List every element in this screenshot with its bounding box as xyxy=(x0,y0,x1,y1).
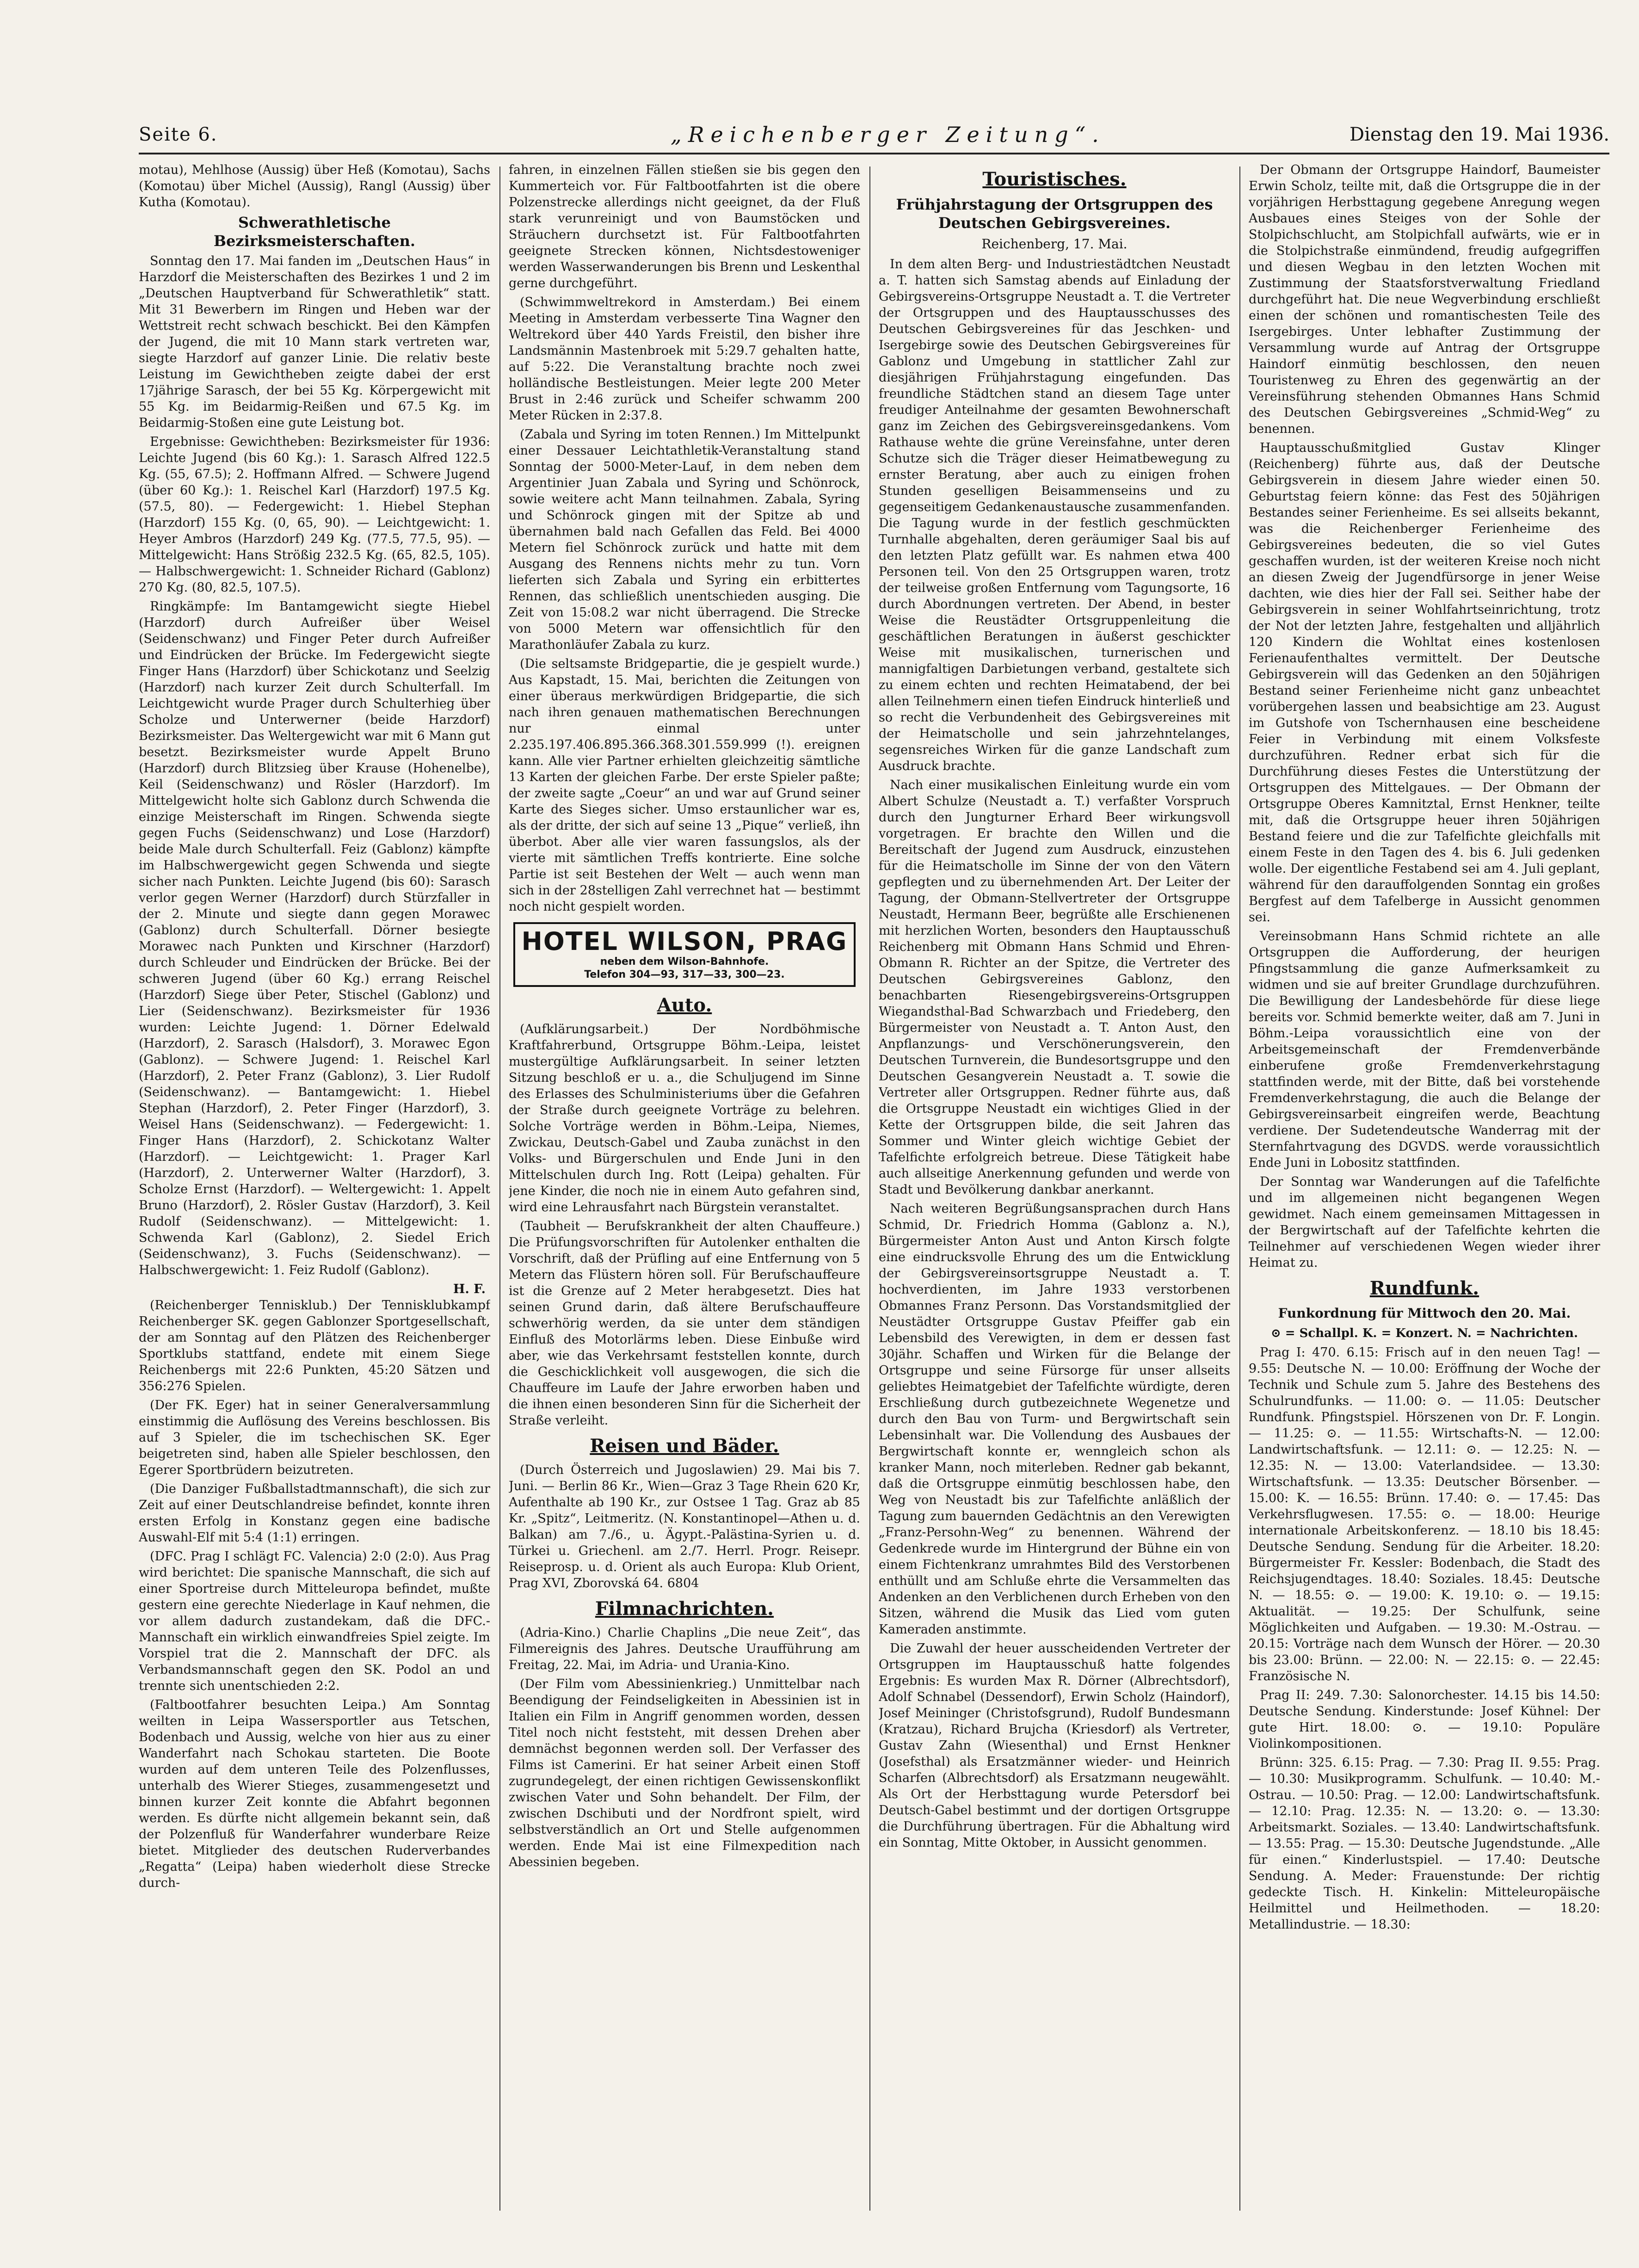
ad-subline: neben dem Wilson-Bahnhofe. xyxy=(600,956,769,968)
paragraph: (Faltbootfahrer besuchten Leipa.) Am Sonntag weilten in Leipa Wassersportler aus Tetschen, Bodenbach und Aussig, welche von hier aus zu einer Wanderfahrt nach Schokau starteten. Die Boote wurden auf dem unteren Teile des Polzenflusses, unterhalb des Wierer Stieges, zusammengesetzt und binnen kurzer Zeit konnte die Abfahrt begonnen werden. Es dürfte nicht allgemein bekannt sein, daß der Polzenfluß für Wanderfahrer wunderbare Reize bietet. Mitglieder des deutschen Ruderverbandes „Regatta“ (Leipa) haben wiederholt diese Strecke durch- xyxy=(139,1698,490,1890)
paragraph: Vereinsobmann Hans Schmid richtete an alle Ortsgruppen die Aufforderung, der heurigen Pfingstsammlung die ganze Aufmerksamkeit zu widmen und sie auf breiter Grundlage durchzuführen. Die Bewilligung der Landesbehörde für diese liege bereits vor. Schmid bemerkte weiter, daß am 7. Juni in Böhm.-Leipa voraussichtlich eine von der Arbeitsgemeinschaft der Fremdenverbände einberufene große Fremdenverkehrstagung stattfinden werde, mit der Bitte, daß bei vorstehende Fremdenverkehrstagung, die auch die Belange der Gebirgsvereinsarbeit eingreifen werde, Beachtung verdiene. Der Sudetendeutsche Wanderrag mit der Sternfahrtvagung des DGVDS. werde voraussichtlich Ende Juni in Lobositz stattfinden. xyxy=(1249,929,1600,1170)
radio-legend: ⊙ = Schallpl. K. = Konzert. N. = Nachrichten. xyxy=(1270,1326,1578,1340)
paragraph: (Die seltsamste Bridgepartie, die je gespielt wurde.) Aus Kapstadt, 15. Mai, berichten die Zeitungen von einer überaus merkwürdigen Bridgepartie, die sich nach ihren genauen mathematischen Berechnungen nur einmal unter 2.235.197.406.895.366.368.301.559.999 (!). ereignen kann. Alle vier Partner erhielten gleichzeitig sämtliche 13 Karten der gleichen Farbe. Der erste Spieler paßte; der zweite sagte „Coeur“ an und war auf Grund seiner Karte des Sieges sicher. Umso erstaunlicher war es, als der dritte, der sich auf seine 13 „Pique“ verließ, ihn überbot. Aber alle vier waren fassungslos, als der vierte mit sämtlichen Treffs kontrierte. Eine solche Partie ist seit Bestehen der Welt — auch wenn man sich in der 28stelligen Zahl verrechnet hat — bestimmt noch nicht gespielt worden. xyxy=(509,657,860,914)
subheading-tourism: Frühjahrstagung der Ortsgruppen des Deutschen Gebirgsvereines. xyxy=(896,196,1213,232)
hotel-advertisement xyxy=(513,922,856,987)
column-2 xyxy=(509,162,860,2225)
column-4 xyxy=(1249,162,1600,2225)
paragraph: (Taubheit — Berufskrankheit der alten Chauffeure.) Die Prüfungsvorschriften für Autolenker enthalten die Vorschrift, daß der Prüfling auf eine Entfernung von 5 Metern das Flüstern hören soll. Für Berufschauffeure ist die Grenze auf 2 Meter herabgesetzt. Dies hat seinen Grund darin, daß ältere Berufschauffeure schwerhörig werden, da sie unter dem ständigen Einfluß des Motorlärms leben. Diese Einbuße wird aber, wie das Verkehrsamt feststellen konnte, durch die Geschicklichkeit voll ausgewogen, die sich die Chauffeure im Laufe der Jahre erworben haben und die ihnen einen besonderen Sinn für die Sicherheit der Straße verleiht. xyxy=(509,1219,860,1428)
heading-wrestling: Schwerathletische Bezirksmeisterschaften. xyxy=(214,214,415,250)
column-3 xyxy=(879,162,1230,2225)
paragraph: (Reichenberger Tennisklub.) Der Tennisklubkampf Reichenberger SK. gegen Gablonzer Sportgesellschaft, der am Sonntag auf den Plätzen des Reichenberger Sportklubs stattfand, endete mit einem Siege Reichenbergs mit 22:6 Punkten, 45:20 Sätzen und 356:276 Spielen. xyxy=(139,1298,490,1393)
ad-phone: Telefon 304—93, 317—33, 300—23. xyxy=(584,969,785,980)
paragraph: (Durch Österreich und Jugoslawien) 29. Mai bis 7. Juni. — Berlin 86 Kr., Wien—Graz 3 Tage Rhein 620 Kr, Aufenthalte ab 190 Kr., zur Ostsee 1 Tag. Graz ab 85 Kr. „Spitz“, Leitmeritz. (N. Konstantinopel—Athen u. d. Balkan) am 7./6., u. Ägypt.-Palästina-Syrien u. d. Türkei u. Griechenl. am 2./7. Herrl. Progr. Reisepr. Reiseprosp. u. d. Orient als auch Europa: Klub Orient, Prag XVI, Zborovská 64. 6804 xyxy=(509,1463,860,1590)
heading-radio: Rundfunk. xyxy=(1369,1277,1479,1299)
article-continuation: motau), Mehlhose (Aussig) über Heß (Komotau), Sachs (Komotau) über Michel (Aussig), Rangl (Aussig) über Kutha (Komotau). xyxy=(139,163,490,210)
paragraph: Der Obmann der Ortsgruppe Haindorf, Baumeister Erwin Scholz, teilte mit, daß die Ortsgruppe die in der vorjährigen Herbsttagung gegebene Anregung wegen Ausbaues eines Steiges von der Sohle der Stolpichschlucht, am Stolpichfall aufwärts, wie er in die Stolpichstraße einmündend, freudig aufgegriffen und diesen Wegbau in den letzten Wochen mit Zustimmung der Staatsforstverwaltung Friedland durchgeführt hat. Die neue Wegverbindung erschließt einen der schönen und romantischesten Teile des Isergebirges. Unter lebhafter Zustimmung der Versammlung wurde auf Antrag der Ortsgruppe Haindorf einmütig beschlossen, den neuen Touristenweg zu Ehren des gegenwärtig an der Vereinsführung stehenden Obmannes Hans Schmid des Deutschen Gebirgsvereines „Schmid-Weg“ zu benennen. xyxy=(1249,163,1600,436)
issue-date: Dienstag den 19. Mai 1936. xyxy=(1349,124,1609,145)
paragraph: Ringkämpfe: Im Bantamgewicht siegte Hiebel (Harzdorf) durch Aufreißer über Weisel (Seidenschwanz) und Finger Peter durch Aufreißer und Eindrücken der Brücke. Im Federgewicht siegte Finger Hans (Harzdorf) über Schickotanz und Seelzig (Harzdorf) nach kurzer Zeit durch Schulterfall. Im Leichtgewicht wurde Prager durch Schulterhieg über Scholze und Unterwerner (beide Harzdorf) Bezirksmeister. Das Weltergewicht war mit 6 Mann gut besetzt. Bezirksmeister wurde Appelt Bruno (Harzdorf) durch Blitzsieg über Krause (Hohenelbe), Keil (Seidenschwanz) und Rösler (Harzdorf). Im Mittelgewicht holte sich Gablonz durch Schwenda die einzige Meisterschaft im Ringen. Schwenda siegte gegen Fuchs (Seidenschwanz) und Lose (Harzdorf) beide Male durch Schulterfall. Feiz (Gablonz) kämpfte im Halbschwergewicht gegen Schwenda und siegte sicher nach Punkten. Leichte Jugend (bis 60): Sarasch verlor gegen Werner (Harzdorf) durch Stürzfaller in der 2. Minute und siegte dann gegen Morawec (Gablonz) durch Schulterfall. Dörner besiegte Morawec nach Punkten und Kirschner (Harzdorf) durch Schleuder und Eindrücken der Brücke. Bei der schweren Jugend (über 60 Kg.) errang Reischel (Harzdorf) Siege über Peter, Stischel (Gablonz) und Lier (Seidenschwanz). Bezirksmeister für 1936 wurden: Leichte Jugend: 1. Dörner Edelwald (Harzdorf), 2. Sarasch (Halsdorf), 3. Morawec Egon (Gablonz). — Schwere Jugend: 1. Reischel Karl (Harzdorf), 2. Peter Franz (Gablonz), 3. Lier Rudolf (Seidenschwanz). — Bantamgewicht: 1. Hiebel Stephan (Harzdorf), 2. Peter Finger (Harzdorf), 3. Weisel Hans (Seidenschwanz). — Federgewicht: 1. Finger Hans (Harzdorf), 2. Schickotanz Walter (Harzdorf). — Leichtgewicht: 1. Prager Karl (Harzdorf), 2. Unterwerner Walter (Harzdorf), 3. Scholze Ernst (Harzdorf). — Weltergewicht: 1. Appelt Bruno (Harzdorf), 2. Rösler Gustav (Harzdorf), 3. Keil Rudolf (Seidenschwanz). — Mittelgewicht: 1. Schwenda Karl (Gablonz), 2. Siedel Erich (Seidenschwanz), 3. Fuchs (Seidenschwanz). — Halbschwergewicht: 1. Feiz Rudolf (Gablonz). xyxy=(139,599,490,1277)
paragraph: Prag II: 249. 7.30: Salonorchester. 14.15 bis 14.50: Deutsche Sendung. Kinderstunde: Josef Kühnel: Der gute Hirt. 18.00: ⊙. — 19.10: Populäre Violinkompositionen. xyxy=(1249,1688,1600,1751)
paragraph: (Schwimmweltrekord in Amsterdam.) Bei einem Meeting in Amsterdam verbesserte Tina Wagner den Weltrekord über 440 Yards Freistil, den bisher ihre Landsmännin Mastenbroek mit 5:29.7 gehalten hatte, auf 5:22. Die Veranstaltung brachte noch zwei holländische Bestleistungen. Meier legte 200 Meter Brust in 2:46 zurück und Scheifer schwamm 200 Meter Rücken in 2:37.8. xyxy=(509,295,860,423)
paragraph: (Aufklärungsarbeit.) Der Nordböhmische Kraftfahrerbund, Ortsgruppe Böhm.-Leipa, leistet mustergültige Aufklärungsarbeit. In seiner letzten Sitzung beschloß er u. a., die Schuljugend im Sinne des Erlasses des Schulministeriums über die Gefahren der Straße durch geeignete Vorträge zu belehren. Solche Vorträge werden in Böhm.-Leipa, Niemes, Zwickau, Deutsch-Gabel und Zauba zunächst in den Volks- und Bürgerschulen und Ende Juni in den Mittelschulen durch Ing. Rott (Leipa) gehalten. Für jene Kinder, die noch nie in einem Auto gefahren sind, wird eine Lehrausfahrt nach Bürgstein veranstaltet. xyxy=(509,1022,860,1214)
newspaper-title: „Reichenberger Zeitung“. xyxy=(671,122,1105,147)
ad-headline: HOTEL WILSON, PRAG xyxy=(521,927,848,956)
heading-tourism: Touristisches. xyxy=(982,168,1127,190)
paragraph: Sonntag den 17. Mai fanden im „Deutschen Haus“ in Harzdorf die Meisterschaften des Bezirkes 1 und 2 im „Deutschen Hauptverband für Schwerathletik“ statt. Mit 31 Bewerbern im Ringen und Heben war der Wettstreit recht schwach beschickt. Bei den Kämpfen der Jugend, die mit 10 Mann stark vertreten war, siegte Harzdorf auf ganzer Linie. Die relativ beste Leistung im Gewichtheben zeigte dabei der erst 17jährige Sarasch, der bei 55 Kg. Körpergewicht mit 55 Kg. im Beidarmig-Reißen und 67.5 Kg. im Beidarmig-Stoßen eine gute Leistung bot. xyxy=(139,254,490,430)
masthead xyxy=(139,120,1609,154)
paragraph: In dem alten Berg- und Industriestädtchen Neustadt a. T. hatten sich Samstag abends auf Einladung der Gebirgsvereins-Ortsgruppe Neustadt a. T. die Vertreter der Ortsgruppen und des Hauptausschusses des Deutschen Gebirgsvereines für das Jeschken- und Isergebirge sowie des Deutschen Gebirgsvereines für Gablonz und Umgebung in stattlicher Zahl zur diesjährigen Frühjahrstagung eingefunden. Das freundliche Städtchen stand an diesem Tage unter freudiger Anteilnahme der gesamten Bewohnerschaft ganz im Zeichen des Gebirgsvereinsgedankens. Vom Rathause wehte die grüne Vereinsfahne, unter deren Schutze sich die Träger dieser Heimatbewegung zu ernster Beratung, aber auch zu einigen frohen Stunden geselligen Beisammenseins und zu gegenseitigem Gedankenaustausche zusammenfanden. Die Tagung wurde in der festlich geschmückten Turnhalle abgehalten, deren geräumiger Saal bis auf den letzten Platz gefüllt war. Es nahmen etwa 400 Personen teil. Von den 25 Ortsgruppen waren, trotz der teilweise großen Entfernung vom Tagungsorte, 16 durch Abordnungen vertreten. Der Abend, in bester Weise die Reustädter Ortsgruppenleitung die geschäftlichen Beratungen in äußerst geschickter Weise mit musikalischen, turnerischen und mannigfaltigen Darbietungen verband, gestaltete sich zu einem echten und rechten Heimatabend, der bei allen Teilnehmern einen tiefen Eindruck hinterließ und so recht die Verbundenheit des Gebirgsvereines mit der Heimatscholle und sein jahrzehntelanges, segensreiches Wirken für die ganze Landschaft zum Ausdruck brachte. xyxy=(879,257,1230,773)
paragraph: Nach weiteren Begrüßungsansprachen durch Hans Schmid, Dr. Friedrich Homma (Gablonz a. N.), Bürgermeister Anton Aust und Anton Kirsch folgte eine eindrucksvolle Ehrung des um die Entwicklung der Gebirgsvereinsortsgruppe Neustadt a. T. hochverdienten, im Jahre 1933 verstorbenen Obmannes Franz Personn. Das Vorstandsmitglied der Neustädter Ortsgruppe Gustav Pfeiffer gab ein Lebensbild des Verewigten, in dem er dessen fast 30jähr. Schaffen und Wirken für die Belange der Ortsgruppe und seine Fürsorge für unser allseits geliebtes Heimatgebiet der Tafelfichte würdigte, deren Erschließung durch gutbezeichnete Wegenetze und durch den Bau von Turm- und Bergwirtschaft sein Lebensinhalt war. Die Vollendung des Ausbaues der Bergwirtschaft konnte er, wenngleich schon als kranker Mann, noch miterleben. Redner gab bekannt, daß die Ortsgruppe einmütig beschlossen habe, den Weg von Neustadt bis zur Tafelfichte anläßlich der Tagung zum bauernden Gedächtnis an den Verewigten „Franz-Persohn-Weg“ zu benennen. Während der Gedenkrede wurde im Hintergrund der Bühne ein von einem Fichtenkranz umrahmtes Bild des Verstorbenen enthüllt und am Schluße ehrte die Versammelten das Andenken an den Verblichenen durch Erheben von den Sitzen, während die Musik das Lied vom guten Kameraden anstimmte. xyxy=(879,1202,1230,1637)
column-1 xyxy=(139,162,490,2225)
paragraph: fahren, in einzelnen Fällen stießen sie bis gegen den Kummerteich vor. Für Faltbootfahrten ist die obere Polzenstrecke allerdings nicht geeignet, da der Fluß stark verunreinigt und von Baumstöcken und Sträuchern durchsetzt ist. Für Faltbootfahrten geeignete Strecken können, Nichtsdestoweniger werden Wasserwanderungen bis Brenn und Leskenthal gerne durchgeführt. xyxy=(509,163,860,290)
paragraph: Hauptausschußmitglied Gustav Klinger (Reichenberg) führte aus, daß der Deutsche Gebirgsverein in diesem Jahre wieder einen 50. Geburtstag feiern könne: das Fest des 50jährigen Bestandes seiner Ferienheime. Es sei allseits bekannt, was die Reichenberger Ferienheime des Gebirgsvereines bedeuten, die so viel Gutes geschaffen wurden, ist der weiteren Kreise noch nicht an diesen Zweig der Jugendfürsorge in jener Weise dachten, wie dies hier der Fall sei. Seither habe der Gebirgsverein in seiner Wohlfahrtseinrichtung, trotz der Not der letzten Jahre, festgehalten und alljährlich 120 Kindern die Wohltat eines kostenlosen Ferienaufenthaltes vermittelt. Der Deutsche Gebirgsverein will das Gedenken an den 50jährigen Bestand seiner Ferienheime nicht ganz unbeachtet vorübergehen lassen und beabsichtige am 23. August im Gutshofe von Tschernhausen eine bescheidene Feier in Verbindung mit einem Volksfeste durchzuführen. Redner erbat sich für die Durchführung dieses Festes die Unterstützung der Ortsgruppen des Mittelgaues. — Der Obmann der Ortsgruppe Oberes Kamnitztal, Ernst Henkner, teilte mit, daß die Ortsgruppe heuer ihren 50jährigen Bestand feiere und die zur Tafelfichte gleichfalls mit einem Feste in den Tagen des 4. bis 6. Juli gedenken wolle. Der eigentliche Festabend sei am 4. Juli geplant, während für den darauffolgenden Sonntag ein großes Bergfest auf dem Tafelberge in Aussicht genommen sei. xyxy=(1249,441,1600,924)
paragraph: Der Sonntag war Wanderungen auf die Tafelfichte und im allgemeinen nicht begangenen Wegen gewidmet. Nach einem gemeinsamen Mittagessen in der Bergwirtschaft auf der Tafelfichte kehrten die Teilnehmer auf verschiedenen Wegen wieder ihrer Heimat zu. xyxy=(1249,1175,1600,1270)
heading-auto: Auto. xyxy=(657,994,712,1016)
heading-film: Filmnachrichten. xyxy=(595,1598,774,1620)
paragraph: (Der FK. Eger) hat in seiner Generalversammlung einstimmig die Auflösung des Vereins beschlossen. Bis auf 3 Spieler, die im tschechischen SK. Eger beigetreten sind, haben alle Spieler beschlossen, den Egerer Sportbrüdern beizutreten. xyxy=(139,1398,490,1477)
paragraph: Die Zuwahl der heuer ausscheidenden Vertreter der Ortsgruppen im Hauptausschuß hatte folgendes Ergebnis: Es wurden Max R. Dörner (Albrechtsdorf), Adolf Schnabel (Dessendorf), Erwin Scholz (Haindorf), Josef Meininger (Christofsgrund), Rudolf Bundesmann (Kratzau), Richard Brujcha (Kriesdorf) als Vertreter, Gustav Zahn (Wiesenthal) und Ernst Henkner (Josefsthal) als Ersatzmänner wieder- und Heinrich Scharfen (Albrechtsdorf) als Ersatzmann neugewählt. Als Ort der Herbsttagung wurde Petersdorf bei Deutsch-Gabel bestimmt und der dortigen Ortsgruppe die Durchführung übertragen. Für die Abhaltung wird ein Sonntag, Mitte Oktober, in Aussicht genommen. xyxy=(879,1641,1230,1850)
paragraph: (Adria-Kino.) Charlie Chaplins „Die neue Zeit“, das Filmereignis des Jahres. Deutsche Uraufführung am Freitag, 22. Mai, im Adria- und Urania-Kino. xyxy=(509,1626,860,1672)
heading-travel: Reisen und Bäder. xyxy=(590,1435,779,1457)
paragraph: (Zabala und Syring im toten Rennen.) Im Mittelpunkt einer Dessauer Leichtathletik-Veranstaltung stand Sonntag der 5000-Meter-Lauf, in dem neben dem Argentinier Juan Zabala und Syring und Schönrock, sowie weitere acht Mann teilnahmen. Zabala, Syring und Schönrock gingen mit der Spitze ab und übernahmen bald nach Gefallen das Feld. Bei 4000 Metern fiel Schönrock zurück und hatte mit dem Ausgang des Rennens nichts mehr zu tun. Vorn lieferten sich Zabala und Syring ein erbittertes Rennen, das schließlich unentschieden ausging. Die Zeit von 15:08.2 war nicht überragend. Die Strecke von 5000 Metern war offensichtlich für den Marathonläufer Zabala zu kurz. xyxy=(509,427,860,652)
author-signature: H. F. xyxy=(453,1282,486,1296)
paragraph: Brünn: 325. 6.15: Prag. — 7.30: Prag II. 9.55: Prag. — 10.30: Musikprogramm. Schulfunk. — 10.40: M.-Ostrau. — 10.50: Prag. — 12.00: Landwirtschaftsfunk. — 12.10: Prag. 12.35: N. — 13.20: ⊙. — 13.30: Arbeitsmarkt. Soziales. — 13.40: Landwirtschaftsfunk. — 13.55: Prag. — 15.30: Deutsche Jugendstunde. „Alle für einen.“ Kinderlustspiel. — 17.40: Deutsche Sendung. A. Meder: Frauenstunde: Der richtig gedeckte Tisch. H. Kinkelin: Mitteleuropäische Heilmittel und Heilmethoden. — 18.20: Metallindustrie. — 18.30: xyxy=(1249,1756,1600,1932)
paragraph: (Der Film vom Abessinienkrieg.) Unmittelbar nach Beendigung der Feindseligkeiten in Abessinien ist in Italien ein Film in Angriff genommen worden, dessen Titel noch nicht feststeht, mit dessen Drehen aber demnächst begonnen werden soll. Der Verfasser des Films ist Camerini. Er hat seiner Arbeit einen Stoff zugrundegelegt, der einen richtigen Gewissenskonflikt zwischen Vater und Sohn behandelt. Der Film, der zwischen Dschibuti und der Nordfront spielt, wird selbstverständlich an Ort und Stelle aufgenommen werden. Ende Mai ist eine Filmexpedition nach Abessinien begeben. xyxy=(509,1677,860,1869)
paragraph: Ergebnisse: Gewichtheben: Bezirksmeister für 1936: Leichte Jugend (bis 60 Kg.): 1. Sarasch Alfred 122.5 Kg. (55, 67.5); 2. Hoffmann Alfred. — Schwere Jugend (über 60 Kg.): 1. Reischel Karl (Harzdorf) 197.5 Kg. (57.5, 80). — Federgewicht: 1. Hiebel Stephan (Harzdorf) 155 Kg. (0, 65, 90). — Leichtgewicht: 1. Heyer Ambros (Harzdorf) 249 Kg. (77.5, 77.5, 95). — Mittelgewicht: Hans Strößig 232.5 Kg. (65, 82.5, 105). — Halbschwergewicht: 1. Schneider Richard (Gablonz) 270 Kg. (80, 82.5, 107.5). xyxy=(139,435,490,595)
page-number: Seite 6. xyxy=(139,124,218,145)
paragraph: (Die Danziger Fußballstadtmannschaft), die sich zur Zeit auf einer Deutschlandreise befindet, konnte ihren ersten Erfolg in Konstanz gegen eine badische Auswahl-Elf mit 5:4 (1:1) erringen. xyxy=(139,1482,490,1545)
newspaper-page xyxy=(139,120,1609,2229)
columns xyxy=(139,162,1609,2225)
paragraph: Nach einer musikalischen Einleitung wurde ein vom Albert Schulze (Neustadt a. T.) verfaßter Vorspruch durch den Jungturner Erhard Beer wirkungsvoll vorgetragen. Er brachte den Willen und die Bereitschaft der Jugend zum Ausdruck, einzustehen für die Heimatscholle im Sinne der von den Vätern gepflegten und zu übernehmenden Art. Der Leiter der Tagung, der Obmann-Stellvertreter der Ortsgruppe Neustadt, Hermann Beer, begrüßte alle Erschienenen mit herzlichen Worten, besonders den Hauptausschuß Reichenberg mit Obmann Hans Schmid und Ehren-Obmann R. Richter an der Spitze, die Vertreter des Deutschen Gebirgsvereines Gablonz, den benachbarten Riesengebirgsvereins-Ortsgruppen Wiegandsthal-Bad Schwarzbach und Friedeberg, den Bürgermeister von Neustadt a. T. Anton Aust, den Anpflanzungs- und Verschönerungsverein, den Deutschen Turnverein, die Bundesortsgruppe und den Deutschen Gesangverein Neustadt a. T. sowie die Vertreter aller Ortsgruppen. Redner führte aus, daß die Ortsgruppe Neustadt ein wichtiges Glied in der Kette der Ortsgruppen bilde, die seit Jahren das Sommer und Winter gleich wichtige Gebiet der Tafelfichte erfolgreich betreue. Diese Tätigkeit habe auch allseitige Anerkennung gefunden und werde von Stadt und Bevölkerung dankbar anerkannt. xyxy=(879,778,1230,1197)
paragraph: Prag I: 470. 6.15: Frisch auf in den neuen Tag! — 9.55: Deutsche N. — 10.00: Eröffnung der Woche der Technik und Schule zum 5. Jahre des Bestehens des Schulrundfunks. — 11.00: ⊙. — 11.05: Deutscher Rundfunk. Pfingstspiel. Hörszenen von Dr. F. Longin. — 11.25: ⊙. — 11.55: Wirtschafts-N. — 12.00: Landwirtschaftsfunk. — 12.11: ⊙. — 12.25: N. — 12.35: N. — 13.00: Vaterlandsidee. — 13.30: Wirtschaftsfunk. — 13.35: Deutscher Börsenber. — 15.00: K. — 16.55: Brünn. 17.40: ⊙. — 17.45: Das Verkehrsflugwesen. 17.55: ⊙. — 18.00: Heurige internationale Arbeitskonferenz. — 18.10 bis 18.45: Deutsche Sendung. Sendung für die Arbeiter. 18.20: Bürgermeister Fr. Kessler: Bodenbach, die Stadt des Reichsjugendtages. 18.40: Soziales. 18.45: Deutsche N. — 18.55: ⊙. — 19.00: K. 19.10: ⊙. — 19.15: Aktualität. — 19.25: Der Schulfunk, seine Möglichkeiten und Aufgaben. — 19.30: M.-Ostrau. — 20.15: Vorträge nach dem Wunsch der Hörer. — 20.30 bis 23.00: Brünn. — 22.00: N. — 22.15: ⊙. — 22.45: Französische N. xyxy=(1249,1345,1600,1683)
paragraph: (DFC. Prag I schlägt FC. Valencia) 2:0 (2:0). Aus Prag wird berichtet: Die spanische Mannschaft, die sich auf einer Sportreise durch Mitteleuropa befindet, mußte gestern eine gerechte Niederlage in Kauf nehmen, die vor allem dadurch zustandekam, daß die DFC.-Mannschaft ein wirklich einwandfreies Spiel zeigte. Im Vorspiel trat die 2. Mannschaft der DFC. als Verbandsmannschaft gegen den SK. Podol an und trennte sich unentschieden 2:2. xyxy=(139,1549,490,1693)
dateline: Reichenberg, 17. Mai. xyxy=(981,236,1128,252)
subheading-radio: Funkordnung für Mittwoch den 20. Mai. xyxy=(1278,1306,1571,1321)
